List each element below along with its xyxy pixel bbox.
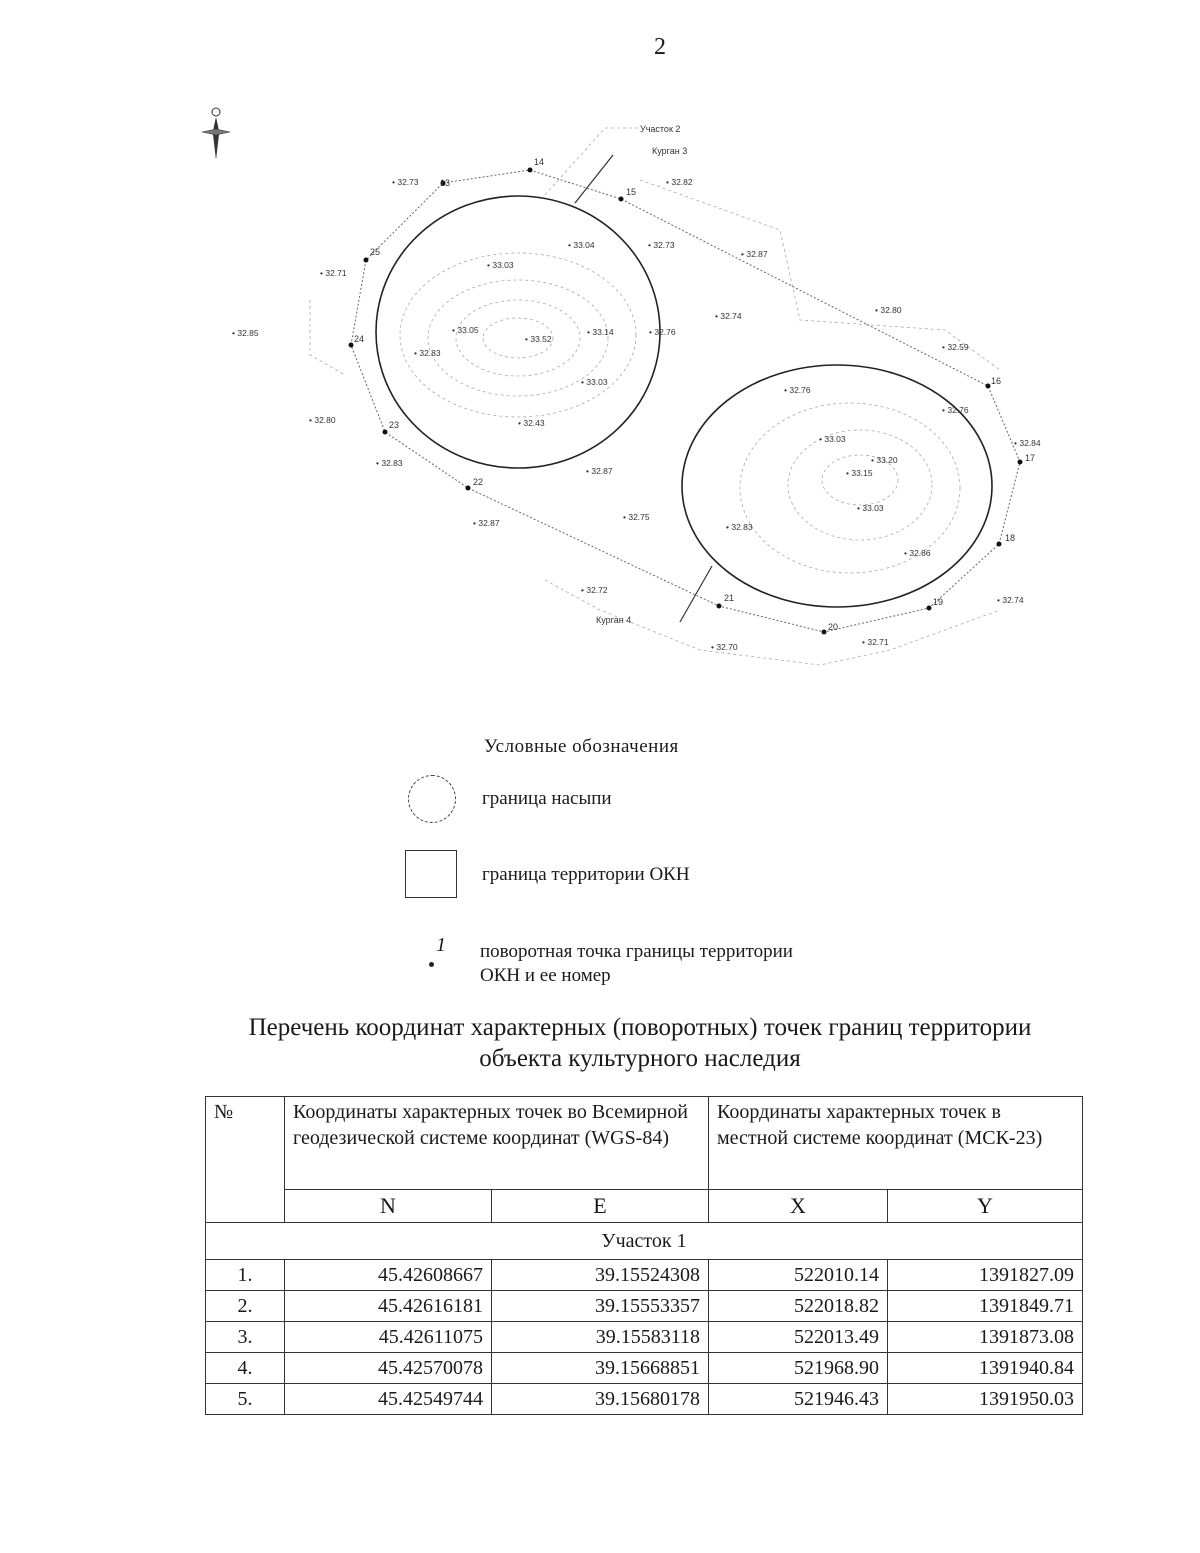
table-row — [206, 1353, 1083, 1384]
cell-y: 1391849.71 — [888, 1291, 1083, 1322]
point-23: 23 — [389, 420, 400, 430]
cell-y: 1391950.03 — [888, 1384, 1083, 1415]
col-msk-header: Координаты характерных точек в местной системе координат (МСК-23) — [709, 1097, 1083, 1190]
cell-n: 45.42616181 — [285, 1291, 492, 1322]
table-heading-line1: Перечень координат характерных (поворотных) точек границ территории — [248, 1014, 1032, 1041]
cell-n: 45.42608667 — [285, 1260, 492, 1291]
okn-boundary-icon — [405, 850, 457, 898]
elevation: • 32.72 — [581, 585, 608, 595]
elevation: • 32.76 — [649, 327, 676, 337]
cell-x: 521968.90 — [709, 1353, 888, 1384]
point-19: 19 — [933, 597, 944, 607]
label-uchastok2: Участок 2 — [640, 124, 681, 134]
cell-x: 521946.43 — [709, 1384, 888, 1415]
mound-boundary-icon — [408, 775, 456, 823]
table-heading-line2: объекта культурного наследия — [479, 1045, 801, 1072]
legend-mound-boundary: граница насыпи — [482, 788, 612, 809]
cell-num: 4. — [206, 1353, 285, 1384]
table-row — [206, 1260, 1083, 1291]
elevation: • 32.75 — [623, 512, 650, 522]
point-16: 16 — [991, 376, 1002, 386]
elevation: • 32.71 — [320, 268, 347, 278]
cell-x: 522013.49 — [709, 1322, 888, 1353]
point-21: 21 — [724, 593, 735, 603]
cell-num: 1. — [206, 1260, 285, 1291]
legend-turning-point-line1: поворотная точка границы территории — [480, 941, 793, 962]
elevation: • 32.73 — [392, 177, 419, 187]
col-e-header: E — [492, 1190, 709, 1223]
elevation: • 33.03 — [819, 434, 846, 444]
section-row: Участок 1 — [206, 1223, 1083, 1260]
elevation: • 32.86 — [904, 548, 931, 558]
point-14: 14 — [534, 157, 545, 167]
cell-n: 45.42549744 — [285, 1384, 492, 1415]
legend-title: Условные обозначения — [484, 736, 679, 757]
elevation: • 32.71 — [862, 637, 889, 647]
elevation: • 33.03 — [581, 377, 608, 387]
elevation: • 32.74 — [997, 595, 1024, 605]
turning-points — [349, 157, 1036, 635]
elevation: • 32.76 — [942, 405, 969, 415]
cell-n: 45.42611075 — [285, 1322, 492, 1353]
col-y-header: Y — [888, 1190, 1083, 1223]
cell-n: 45.42570078 — [285, 1353, 492, 1384]
elevation: • 32.80 — [309, 415, 336, 425]
elevation-marks — [232, 177, 1041, 652]
elevation: • 33.05 — [452, 325, 479, 335]
cell-e: 39.15524308 — [492, 1260, 709, 1291]
cell-e: 39.15680178 — [492, 1384, 709, 1415]
col-wgs-header: Координаты характерных точек во Всемирной геодезической системе координат (WGS-84) — [285, 1097, 709, 1190]
elevation: • 33.52 — [525, 334, 552, 344]
legend-turning-point — [480, 940, 793, 988]
cell-y: 1391873.08 — [888, 1322, 1083, 1353]
table-row — [206, 1291, 1083, 1322]
elevation: • 33.03 — [857, 503, 884, 513]
page-number: 2 — [654, 34, 666, 60]
mound-boundary-kurgan4 — [682, 365, 992, 607]
elevation: • 32.87 — [586, 466, 613, 476]
elevation: • 33.15 — [846, 468, 873, 478]
elevation: • 32.80 — [875, 305, 902, 315]
point-18: 18 — [1005, 533, 1016, 543]
table-heading — [0, 1012, 1200, 1074]
elevation: • 32.83 — [726, 522, 753, 532]
coordinates-table — [205, 1096, 1083, 1415]
elevation: • 32.43 — [518, 418, 545, 428]
cell-y: 1391827.09 — [888, 1260, 1083, 1291]
label-kurgan4: Курган 4 — [596, 615, 632, 625]
point-20: 20 — [828, 622, 839, 632]
label-kurgan3: Курган 3 — [652, 146, 688, 156]
point-24: 24 — [354, 334, 365, 344]
elevation: • 32.74 — [715, 311, 742, 321]
cell-x: 522018.82 — [709, 1291, 888, 1322]
elevation: • 33.03 — [487, 260, 514, 270]
col-n-header: N — [285, 1190, 492, 1223]
point-22: 22 — [473, 477, 484, 487]
legend-okn-boundary: граница территории ОКН — [482, 864, 690, 885]
table-row — [206, 1384, 1083, 1415]
cell-e: 39.15553357 — [492, 1291, 709, 1322]
point-13: 13 — [440, 178, 451, 188]
elevation: • 32.84 — [1014, 438, 1041, 448]
cell-e: 39.15583118 — [492, 1322, 709, 1353]
north-arrow-icon — [202, 108, 230, 158]
turning-point-sample-number: 1 — [436, 934, 446, 956]
elevation: • 32.70 — [711, 642, 738, 652]
elevation: • 33.20 — [871, 455, 898, 465]
contour-lines — [310, 128, 1000, 665]
col-num-header: № — [206, 1097, 285, 1223]
elevation: • 33.14 — [587, 327, 614, 337]
elevation: • 32.73 — [648, 240, 675, 250]
elevation: • 32.59 — [942, 342, 969, 352]
point-25: 25 — [370, 247, 381, 257]
table-row — [206, 1322, 1083, 1353]
elevation: • 32.76 — [784, 385, 811, 395]
elevation: • 32.82 — [666, 177, 693, 187]
point-17: 17 — [1025, 453, 1036, 463]
cell-num: 5. — [206, 1384, 285, 1415]
cell-num: 3. — [206, 1322, 285, 1353]
okn-boundary — [351, 170, 1020, 632]
elevation: • 32.85 — [232, 328, 259, 338]
elevation: • 32.83 — [376, 458, 403, 468]
cell-x: 522010.14 — [709, 1260, 888, 1291]
cell-e: 39.15668851 — [492, 1353, 709, 1384]
site-plan — [0, 0, 1200, 700]
turning-point-icon — [429, 962, 434, 967]
elevation: • 32.87 — [741, 249, 768, 259]
point-15: 15 — [626, 187, 637, 197]
elevation: • 32.83 — [414, 348, 441, 358]
col-x-header: X — [709, 1190, 888, 1223]
cell-y: 1391940.84 — [888, 1353, 1083, 1384]
cell-num: 2. — [206, 1291, 285, 1322]
elevation: • 33.04 — [568, 240, 595, 250]
elevation: • 32.87 — [473, 518, 500, 528]
legend-turning-point-line2: ОКН и ее номер — [480, 965, 611, 986]
